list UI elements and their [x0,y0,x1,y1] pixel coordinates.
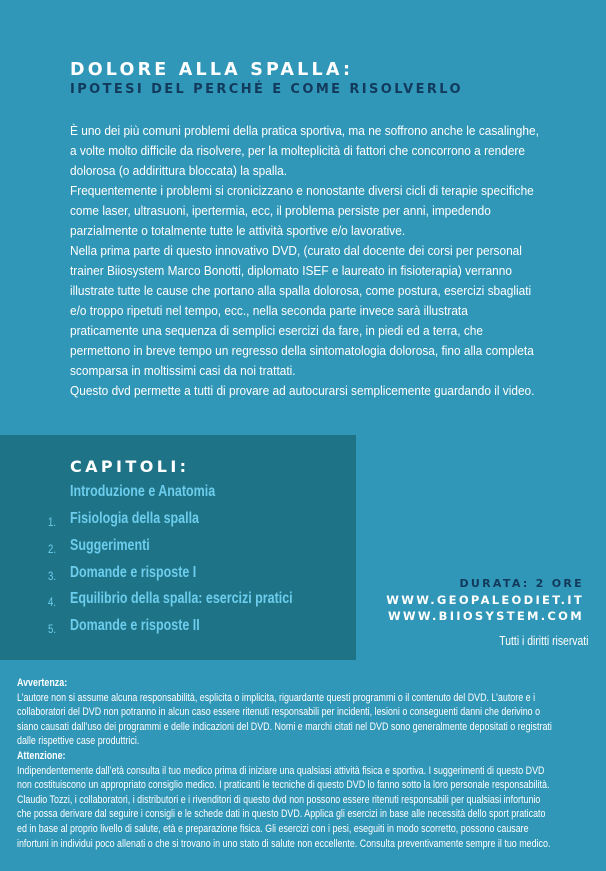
page-subtitle: IPOTESI DEL PERCHÉ E COME RISOLVERLO [70,82,463,97]
intro-line: a volte molto difficile da risolvere, per la molteplicità di fattori che concorrono a rendere [70,143,525,158]
chapter-number: 2. [48,542,57,556]
warning-heading: Avvertenza: [17,677,68,689]
chapter-item [0,614,356,641]
chapter-label: Suggerimenti [70,537,150,554]
chapter-label: Domande e risposte I [70,564,197,581]
intro-line: Nella prima parte di questo innovativo DVD, (curato dal docente dei corsi per personal [70,243,522,258]
warning-line: dalle rispettive case produttrici. [17,735,140,748]
chapter-label: Introduzione e Anatomia [70,483,216,500]
intro-line: dolorosa (o addirittura bloccata) la spalla. [70,163,288,178]
chapter-label: Fisiologia della spalla [70,510,200,527]
chapter-number: 5. [48,622,57,636]
attention-line: Indipendentemente dall’età consulta il tuo medico prima di iniziare una qualsiasi attività fisica e sportiva. I suggerimenti di questo DVD [17,764,545,777]
chapter-label: Domande e risposte II [70,617,200,634]
attention-heading: Attenzione: [17,749,66,762]
intro-line: illustrate tutte le cause che portano alla spalla dolorosa, come postura, esercizi sbagliati [70,283,532,298]
attention-line: Claudio Tozzi, i collaboratori, i distributori e i rivenditori di questo dvd non possono essere ritenuti responsabili per qualsiasi infortunio [17,793,541,806]
website-link-biiosystem[interactable]: WWW.BIIOSYSTEM.COM [387,609,584,623]
chapter-item [0,587,356,614]
chapter-number: 1. [48,515,57,529]
attention-line: ed in base al proprio livello di salute, età e preparazione fisica. Gli esercizi con i pesi, eseguiti in modo scorretto, possono causare [17,822,529,835]
disclaimer [17,676,584,851]
chapter-number: 3. [48,569,57,583]
page-title: DOLORE ALLA SPALLA: [70,60,354,80]
warning-line: collaboratori del DVD non potranno in alcun caso essere ritenuti responsabili per incidenti, lesioni o conseguenti danni che derivino o [17,706,541,719]
rights-notice: Tutti i diritti riservati [498,633,588,648]
chapter-label: Equilibrio della spalla: esercizi pratici [70,590,293,607]
attention-line: infortuni in individui poco allenati o che si trovano in uno stato di salute non eccellente. Consulta preventivamente sempre il tuo medico. [17,837,551,850]
duration-label: DURATA: 2 ORE [459,577,584,590]
intro-line: parzialmente o totalmente tutte le attività sportive e/o lavorative. [70,223,406,238]
intro-line: e/o troppo ripetuti nel tempo, ecc., nella seconda parte invece sarà illustrata [70,303,468,318]
intro-line: Questo dvd permette a tutti di provare ad autocurarsi semplicemente guardando il video. [70,383,535,398]
chapter-item [0,507,356,534]
intro-line: praticamente una sequenza di semplici esercizi da fare, in piedi ed a terra, che [70,323,484,338]
intro-text [70,121,539,401]
intro-line: scomparsa in moltissimi casi da noi trattati. [70,363,296,378]
chapter-item [0,561,356,588]
intro-line: trainer Biiosystem Marco Bonotti, diplomato ISEF e laureato in fisioterapia) verranno [70,263,512,278]
info-block [386,576,584,624]
attention-line: non costituiscono un appropriato consiglio medico. I praticanti le tecniche di questo DVD lo fanno sotto la loro personale responsabilità. [17,779,550,792]
intro-line: come laser, ultrasuoni, ipertermia, ecc, il problema persiste per anni, impedendo [70,203,491,218]
intro-line: Frequentemente i problemi si cronicizzano e nonostante diversi cicli di terapie specifiche [70,183,534,198]
chapter-item [0,480,356,507]
warning-line: siano causati dall’uso dei programmi e delle indicazioni del DVD. Nomi e marchi citati nel DVD sono generalmente depositati o registrati [17,720,552,733]
website-link-geopaleodiet[interactable]: WWW.GEOPALEODIET.IT [386,593,584,607]
chapters-title: CAPITOLI: [70,457,190,476]
warning-line: L’autore non si assume alcuna responsabilità, esplicita o implicita, riguardante questi programmi o il contenuto del DVD. L’autore e i [17,691,536,704]
chapter-item [0,534,356,561]
chapter-number: 4. [48,595,57,609]
intro-line: permettono in breve tempo un regresso della sintomatologia dolorosa, fino alla completa [70,343,534,358]
intro-line: È uno dei più comuni problemi della pratica sportiva, ma ne soffrono anche le casalinghe, [70,123,539,138]
attention-line: che possa derivare dal seguire i consigli e le schede dati in questo DVD. Applica gli esercizi in base alle necessità dello sport praticato [17,808,546,821]
